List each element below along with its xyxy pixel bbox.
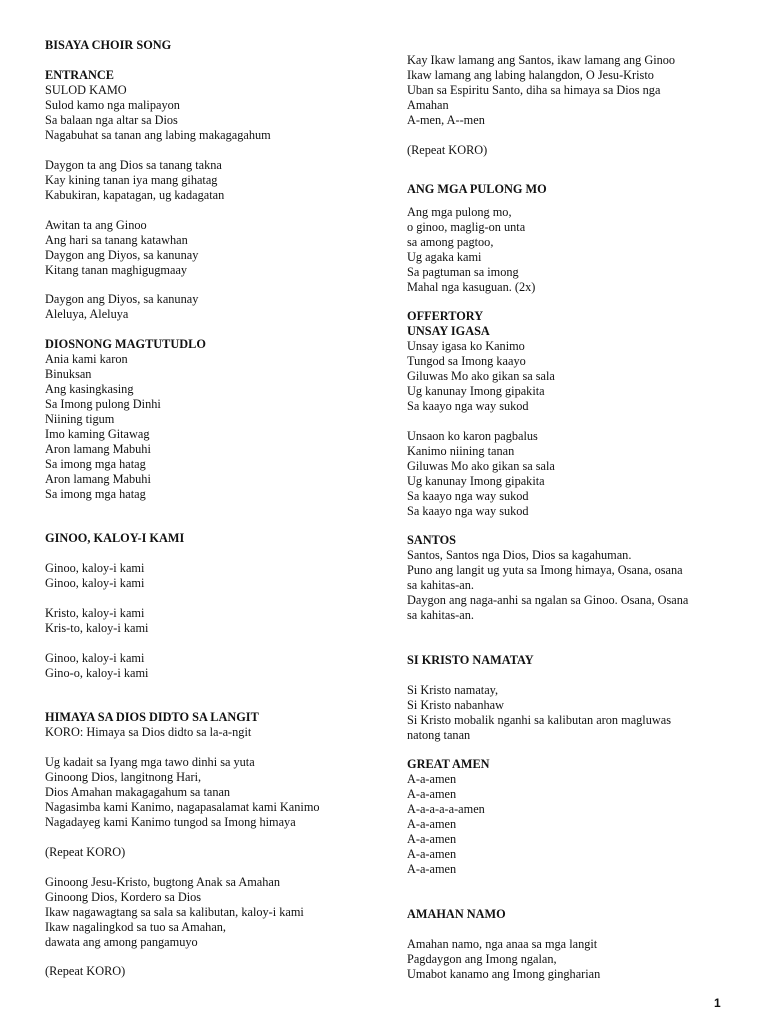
lyric-line: Pagdaygon ang Imong ngalan, xyxy=(407,952,557,966)
lyric-line: Ikaw nagawagtang sa sala sa kalibutan, kaloy-i kami xyxy=(45,905,304,919)
section-heading: SANTOS xyxy=(407,533,456,547)
section-heading: GREAT AMEN xyxy=(407,757,490,771)
lyric-line: Kay Ikaw lamang ang Santos, ikaw lamang ang Ginoo xyxy=(407,53,676,67)
lyric-line: Ginoong Dios, langitnong Hari, xyxy=(45,770,202,784)
lyric-line: Si Kristo mobalik nganhi sa kalibutan aron magluwas xyxy=(407,713,671,727)
lyric-line: Sa kaayo nga way sukod xyxy=(407,399,529,413)
lyric-line: Ginoong Dios, Kordero sa Dios xyxy=(45,890,202,904)
lyric-line: Ang mga pulong mo, xyxy=(407,205,512,219)
page-number: 1 xyxy=(714,996,721,1010)
section-heading: GINOO, KALOY-I KAMI xyxy=(45,531,185,545)
lyric-line: Kitang tanan maghigugmaay xyxy=(45,263,188,277)
lyric-line: Gino-o, kaloy-i kami xyxy=(45,666,149,680)
lyric-line: Aleluya, Aleluya xyxy=(45,307,129,321)
lyric-line: Ug kadait sa Iyang mga tawo dinhi sa yuta xyxy=(45,755,255,769)
lyric-line: Daygon ang naga-anhi sa ngalan sa Ginoo. Osana, Osana xyxy=(407,593,689,607)
lyric-line: Sa kaayo nga way sukod xyxy=(407,504,529,518)
lyric-line: Nagabuhat sa tanan ang labing makagagahum xyxy=(45,128,271,142)
section-heading: BISAYA CHOIR SONG xyxy=(45,38,172,52)
lyric-line: dawata ang among pangamuyo xyxy=(45,935,198,949)
lyric-line: o ginoo, maglig-on unta xyxy=(407,220,526,234)
lyric-line: Niining tigum xyxy=(45,412,115,426)
lyric-line: Kabukiran, kapatagan, ug kadagatan xyxy=(45,188,225,202)
lyric-line: Aron lamang Mabuhi xyxy=(45,442,151,456)
lyric-line: (Repeat KORO) xyxy=(407,143,488,157)
lyric-line: Sulod kamo nga malipayon xyxy=(45,98,180,112)
lyric-line: Kay kining tanan iya mang gihatag xyxy=(45,173,218,187)
lyric-line: Daygon ang Diyos, sa kanunay xyxy=(45,248,199,262)
lyric-line: SULOD KAMO xyxy=(45,83,127,97)
lyric-line: Ug kanunay Imong gipakita xyxy=(407,474,545,488)
section-heading: SI KRISTO NAMATAY xyxy=(407,653,534,667)
lyric-line: Kristo, kaloy-i kami xyxy=(45,606,145,620)
lyric-line: Giluwas Mo ako gikan sa sala xyxy=(407,369,555,383)
lyric-line: A-a-amen xyxy=(407,832,457,846)
lyric-line: sa kahitas-an. xyxy=(407,578,474,592)
lyric-line: Giluwas Mo ako gikan sa sala xyxy=(407,459,555,473)
lyric-line: Ikaw lamang ang labing halangdon, O Jesu-Kristo xyxy=(407,68,654,82)
lyric-line: Sa balaan nga altar sa Dios xyxy=(45,113,178,127)
lyric-line: A-a-amen xyxy=(407,772,457,786)
lyric-line: Sa Imong pulong Dinhi xyxy=(45,397,161,411)
lyric-line: Kanimo niining tanan xyxy=(407,444,515,458)
lyric-line: A-men, A--men xyxy=(407,113,485,127)
lyric-line: Sa imong mga hatag xyxy=(45,487,146,501)
lyric-line: natong tanan xyxy=(407,728,471,742)
lyric-line: A-a-amen xyxy=(407,847,457,861)
lyric-line: Ang hari sa tanang katawhan xyxy=(45,233,188,247)
section-heading: AMAHAN NAMO xyxy=(407,907,506,921)
lyric-line: (Repeat KORO) xyxy=(45,964,126,978)
lyric-line: Ania kami karon xyxy=(45,352,128,366)
lyric-line: Si Kristo nabanhaw xyxy=(407,698,504,712)
section-heading: HIMAYA SA DIOS DIDTO SA LANGIT xyxy=(45,710,259,724)
lyric-line: A-a-amen xyxy=(407,817,457,831)
lyric-line: Ginoo, kaloy-i kami xyxy=(45,576,145,590)
lyric-line: Mahal nga kasuguan. (2x) xyxy=(407,280,536,294)
lyric-line: A-a-amen xyxy=(407,862,457,876)
section-heading: ENTRANCE xyxy=(45,68,115,82)
lyric-line: Ginoo, kaloy-i kami xyxy=(45,561,145,575)
lyric-line: Sa imong mga hatag xyxy=(45,457,146,471)
lyric-line: Ug agaka kami xyxy=(407,250,482,264)
lyric-line: KORO: Himaya sa Dios didto sa la-a-ngit xyxy=(45,725,252,739)
lyric-line: Ug kanunay Imong gipakita xyxy=(407,384,545,398)
lyric-line: Santos, Santos nga Dios, Dios sa kagahuman. xyxy=(407,548,632,562)
lyric-line: Daygon ta ang Dios sa tanang takna xyxy=(45,158,222,172)
lyric-line: Kris-to, kaloy-i kami xyxy=(45,621,149,635)
lyric-line: Ikaw nagalingkod sa tuo sa Amahan, xyxy=(45,920,226,934)
lyric-line: Umabot kanamo ang Imong gingharian xyxy=(407,967,601,981)
lyric-line: Ginoo, kaloy-i kami xyxy=(45,651,145,665)
lyric-line: sa among pagtoo, xyxy=(407,235,494,249)
lyric-line: Si Kristo namatay, xyxy=(407,683,499,697)
lyric-line: sa kahitas-an. xyxy=(407,608,474,622)
section-heading: OFFERTORY xyxy=(407,309,484,323)
lyric-line: Ginoong Jesu-Kristo, bugtong Anak sa Amahan xyxy=(45,875,280,889)
lyric-line: Nagasimba kami Kanimo, nagapasalamat kami Kanimo xyxy=(45,800,320,814)
lyric-line: Tungod sa Imong kaayo xyxy=(407,354,526,368)
lyric-line: Puno ang langit ug yuta sa Imong himaya, Osana, osana xyxy=(407,563,683,577)
lyric-line: Binuksan xyxy=(45,367,92,381)
section-heading: DIOSNONG MAGTUTUDLO xyxy=(45,337,206,351)
lyric-line: Amahan namo, nga anaa sa mga langit xyxy=(407,937,598,951)
lyric-line: Nagadayeg kami Kanimo tungod sa Imong himaya xyxy=(45,815,296,829)
lyric-line: Imo kaming Gitawag xyxy=(45,427,150,441)
section-heading: UNSAY IGASA xyxy=(407,324,490,338)
lyric-line: Unsaon ko karon pagbalus xyxy=(407,429,538,443)
lyric-line: (Repeat KORO) xyxy=(45,845,126,859)
lyric-line: Sa kaayo nga way sukod xyxy=(407,489,529,503)
section-heading: ANG MGA PULONG MO xyxy=(407,182,547,196)
lyric-line: Aron lamang Mabuhi xyxy=(45,472,151,486)
lyric-line: Daygon ang Diyos, sa kanunay xyxy=(45,292,199,306)
lyric-line: A-a-amen xyxy=(407,787,457,801)
lyric-line: Sa pagtuman sa imong xyxy=(407,265,519,279)
lyric-line: Unsay igasa ko Kanimo xyxy=(407,339,525,353)
lyric-line: Ang kasingkasing xyxy=(45,382,134,396)
lyric-line: A-a-a-a-a-amen xyxy=(407,802,485,816)
lyric-line: Amahan xyxy=(407,98,449,112)
lyric-line: Uban sa Espiritu Santo, diha sa himaya sa Dios nga xyxy=(407,83,661,97)
lyric-line: Awitan ta ang Ginoo xyxy=(45,218,147,232)
lyric-line: Dios Amahan makagagahum sa tanan xyxy=(45,785,231,799)
